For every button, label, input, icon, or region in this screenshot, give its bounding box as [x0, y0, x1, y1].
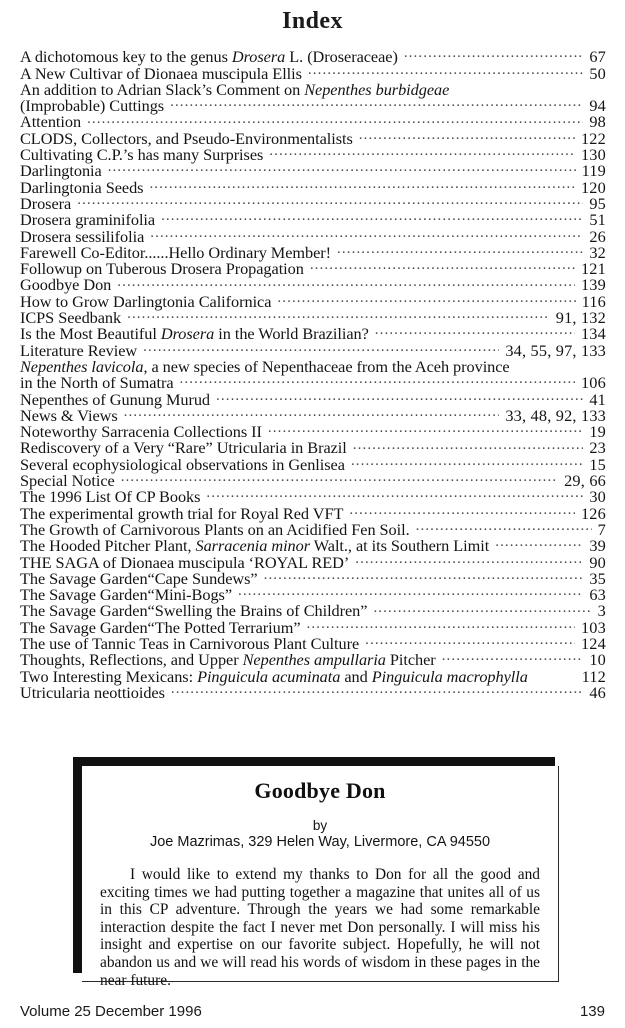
index-entry-title: Literature Review	[20, 340, 138, 360]
index-entry-title: Rediscovery of a Very “Rare” Utricularia in Brazil	[20, 438, 347, 458]
index-entry-title: Noteworthy Sarracenia Collections II	[20, 422, 262, 442]
index-entry-pages: 51	[589, 210, 606, 230]
index-list	[20, 46, 606, 702]
index-entry[interactable]	[20, 160, 606, 181]
index-entry-pages: 10	[589, 650, 606, 670]
page-title: Index	[282, 8, 343, 34]
index-entry-pages: 63	[589, 585, 606, 605]
index-entry[interactable]	[20, 144, 606, 165]
dot-leader	[127, 307, 550, 323]
index-entry[interactable]	[20, 79, 606, 99]
dot-leader	[143, 339, 499, 355]
index-entry-title: Two Interesting Mexicans: Pinguicula acuminata and Pinguicula macrophylla	[20, 666, 528, 686]
index-entry-pages: 15	[589, 454, 606, 474]
index-entry-pages: 134	[580, 324, 606, 344]
dot-leader	[149, 176, 575, 192]
dot-leader	[268, 421, 583, 437]
dot-leader	[308, 62, 583, 78]
dot-leader	[495, 535, 583, 551]
index-entry-title: Drosera	[20, 193, 72, 213]
index-entry-pages: 32	[589, 242, 606, 262]
dot-leader	[277, 290, 575, 306]
index-entry[interactable]	[20, 62, 606, 83]
dot-leader	[150, 225, 583, 241]
dot-leader	[353, 437, 584, 453]
dot-leader	[124, 405, 500, 421]
index-entry[interactable]	[20, 242, 606, 262]
index-entry[interactable]	[20, 486, 606, 507]
index-entry-pages: 90	[589, 552, 606, 572]
dot-leader	[170, 95, 583, 111]
index-entry[interactable]	[20, 95, 606, 116]
dot-leader	[375, 323, 575, 339]
index-entry[interactable]	[20, 225, 606, 246]
dot-leader	[121, 470, 558, 486]
index-entry[interactable]	[20, 290, 606, 311]
index-entry-title: (Improbable) Cuttings	[20, 96, 165, 116]
index-entry-title: The Savage Garden“Cape Sundews”	[20, 568, 258, 588]
index-entry-pages: 121	[580, 259, 606, 279]
index-entry[interactable]	[20, 339, 606, 360]
index-entry-title: News & Views	[20, 405, 118, 425]
index-entry[interactable]	[20, 568, 606, 588]
index-entry[interactable]	[20, 405, 606, 425]
index-entry-pages: 30	[589, 487, 606, 507]
index-entry-pages: 112	[581, 666, 606, 686]
dot-leader	[310, 258, 575, 274]
dot-leader	[117, 274, 575, 290]
index-entry-title: Utricularia neottioides	[20, 682, 165, 702]
index-entry-title: The experimental growth trial for Royal Red VFT	[20, 503, 344, 523]
index-entry-pages: 26	[589, 226, 606, 246]
index-entry[interactable]	[20, 193, 606, 213]
index-entry-pages: 34, 55, 97, 133	[505, 340, 606, 360]
index-entry[interactable]	[20, 453, 606, 474]
index-entry-pages: 120	[580, 177, 606, 197]
dot-leader	[108, 160, 576, 176]
dot-leader	[516, 356, 600, 372]
index-entry-pages: 126	[580, 503, 606, 523]
index-entry[interactable]	[20, 584, 606, 605]
index-entry[interactable]	[20, 470, 606, 491]
dot-leader	[161, 209, 583, 225]
article-byline-label: by	[312, 818, 328, 833]
index-entry-title: Darlingtonia	[20, 161, 102, 181]
dot-leader	[442, 649, 584, 665]
index-entry[interactable]	[20, 323, 606, 344]
index-entry-title: A New Cultivar of Dionaea muscipula Ellis	[20, 63, 302, 83]
index-entry[interactable]	[20, 258, 606, 279]
index-entry-pages: 103	[580, 617, 606, 637]
index-entry-title: Drosera sessilifolia	[20, 226, 145, 246]
footer-page-number: 139	[579, 1003, 605, 1020]
page-footer	[20, 1003, 605, 1020]
index-entry-title: Goodbye Don	[20, 275, 112, 295]
index-entry-title: The Savage Garden“Swelling the Brains of Children”	[20, 601, 368, 621]
article-box-panel	[82, 766, 559, 989]
index-entry[interactable]	[20, 502, 606, 523]
dot-leader	[216, 388, 583, 404]
index-entry-title: The Savage Garden“Mini-Bogs”	[20, 585, 232, 605]
index-entry-pages: 50	[589, 63, 606, 83]
index-entry[interactable]	[20, 176, 606, 197]
index-entry-pages: 122	[580, 128, 606, 148]
footer-volume: Volume 25 December 1996	[20, 1003, 202, 1020]
dot-leader	[206, 486, 583, 502]
index-entry-title: The Hooded Pitcher Plant, Sarracenia minor Walt., at its Southern Limit	[20, 536, 490, 556]
index-entry-title: The 1996 List Of CP Books	[20, 487, 201, 507]
index-entry[interactable]	[20, 682, 606, 702]
index-entry-title: THE SAGA of Dionaea muscipula ‘ROYAL RED’	[20, 552, 350, 572]
index-entry-title: Darlingtonia Seeds	[20, 177, 144, 197]
index-entry-pages: 29, 66	[564, 471, 606, 491]
index-entry-pages: 33, 48, 92, 133	[505, 405, 606, 425]
index-entry-pages: 95	[589, 193, 606, 213]
article-body: I would like to extend my thanks to Don for all the good and exciting times we had putting together a magazine that unites all of us in this CP adventure. Through the years we had some remarkable interaction despite the fact I never met Don personally. I will miss his insight and expertise on our favorite subject. Hopefully, he will not abandon us and we will read his words of wisdom in these pages in the near future.	[100, 866, 540, 989]
index-entry[interactable]	[20, 372, 606, 393]
index-entry-pages: 124	[580, 633, 606, 653]
index-entry[interactable]	[20, 633, 606, 653]
article-box	[73, 757, 559, 989]
dot-leader	[269, 144, 575, 160]
dot-leader	[264, 568, 584, 584]
index-entry-title: Attention	[20, 112, 82, 132]
index-entry-title: An addition to Adrian Slack’s Comment on Nepenthes burbidgeae	[20, 79, 450, 99]
index-entry-pages: 46	[589, 682, 606, 702]
index-entry-pages: 35	[589, 568, 606, 588]
index-entry-title: How to Grow Darlingtonia Californica	[20, 291, 272, 311]
index-entry-pages: 3	[597, 601, 606, 621]
index-entry[interactable]	[20, 551, 606, 572]
index-entry[interactable]	[20, 307, 606, 328]
index-entry[interactable]	[20, 111, 606, 132]
dot-leader	[355, 551, 583, 567]
dot-leader	[373, 600, 591, 616]
index-entry-title: Drosera graminifolia	[20, 210, 156, 230]
index-entry[interactable]	[20, 649, 606, 670]
dot-leader	[404, 46, 583, 62]
index-entry-title: CLODS, Collectors, and Pseudo-Environmentalists	[20, 128, 353, 148]
index-entry[interactable]	[20, 535, 606, 556]
dot-leader	[87, 111, 583, 127]
index-entry[interactable]	[20, 437, 606, 458]
index-entry-pages: 7	[597, 519, 606, 539]
index-entry[interactable]	[20, 519, 606, 539]
index-entry-pages: 139	[580, 275, 606, 295]
index-entry[interactable]	[20, 356, 606, 376]
index-entry[interactable]	[20, 46, 606, 67]
dot-leader	[455, 79, 600, 95]
index-entry-pages: 19	[589, 422, 606, 442]
index-entry-title: Special Notice	[20, 471, 115, 491]
index-entry[interactable]	[20, 209, 606, 230]
index-entry-pages: 67	[589, 47, 606, 67]
dot-leader	[337, 242, 583, 258]
index-entry-title: Cultivating C.P.’s has many Surprises	[20, 145, 264, 165]
index-entry-title: Followup on Tuberous Drosera Propagation	[20, 259, 304, 279]
index-entry[interactable]	[20, 665, 606, 686]
index-entry-title: Thoughts, Reflections, and Upper Nepenthes ampullaria Pitcher	[20, 650, 436, 670]
index-entry-title: Several ecophysiological observations in Genlisea	[20, 454, 345, 474]
dot-leader	[416, 519, 592, 535]
dot-leader	[77, 193, 583, 209]
index-entry-title: The Savage Garden“The Potted Terrarium”	[20, 617, 301, 637]
index-entry[interactable]	[20, 421, 606, 442]
index-entry-pages: 130	[580, 145, 606, 165]
article-title: Goodbye Don	[254, 778, 386, 803]
index-entry-title: The Growth of Carnivorous Plants on an Acidified Fen Soil.	[20, 519, 410, 539]
dot-leader	[365, 633, 575, 649]
index-entry[interactable]	[20, 600, 606, 621]
index-entry-title: ICPS Seedbank	[20, 308, 122, 328]
index-entry-pages: 119	[581, 161, 606, 181]
dot-leader	[359, 127, 575, 143]
dot-leader	[171, 682, 583, 698]
index-entry-pages: 39	[589, 536, 606, 556]
index-entry[interactable]	[20, 616, 606, 637]
index-entry[interactable]	[20, 274, 606, 295]
dot-leader	[307, 616, 575, 632]
index-entry-pages: 23	[589, 438, 606, 458]
index-entry-title: in the North of Sumatra	[20, 373, 174, 393]
index-entry[interactable]	[20, 127, 606, 148]
dot-leader	[238, 584, 583, 600]
index-entry-pages: 106	[580, 373, 606, 393]
index-entry-title: A dichotomous key to the genus Drosera L. (Droseraceae)	[20, 47, 398, 67]
index-entry-title: The use of Tannic Teas in Carnivorous Plant Culture	[20, 633, 360, 653]
index-entry-pages: 41	[589, 389, 606, 409]
index-entry-title: Farewell Co-Editor......Hello Ordinary Member!	[20, 242, 332, 262]
article-author: Joe Mazrimas, 329 Helen Way, Livermore, CA 94550	[149, 834, 491, 850]
index-entry-pages: 91, 132	[555, 308, 606, 328]
index-entry-pages: 94	[589, 96, 606, 116]
dot-leader	[349, 502, 575, 518]
dot-leader	[534, 665, 576, 681]
dot-leader	[180, 372, 575, 388]
index-entry-pages: 98	[589, 112, 606, 132]
index-entry-pages: 116	[581, 291, 606, 311]
index-entry-title: Nepenthes lavicola, a new species of Nepenthaceae from the Aceh province	[20, 356, 510, 376]
dot-leader	[351, 453, 583, 469]
index-entry[interactable]	[20, 388, 606, 409]
index-entry-title: Nepenthes of Gunung Murud	[20, 389, 211, 409]
index-entry-title: Is the Most Beautiful Drosera in the World Brazilian?	[20, 324, 369, 344]
